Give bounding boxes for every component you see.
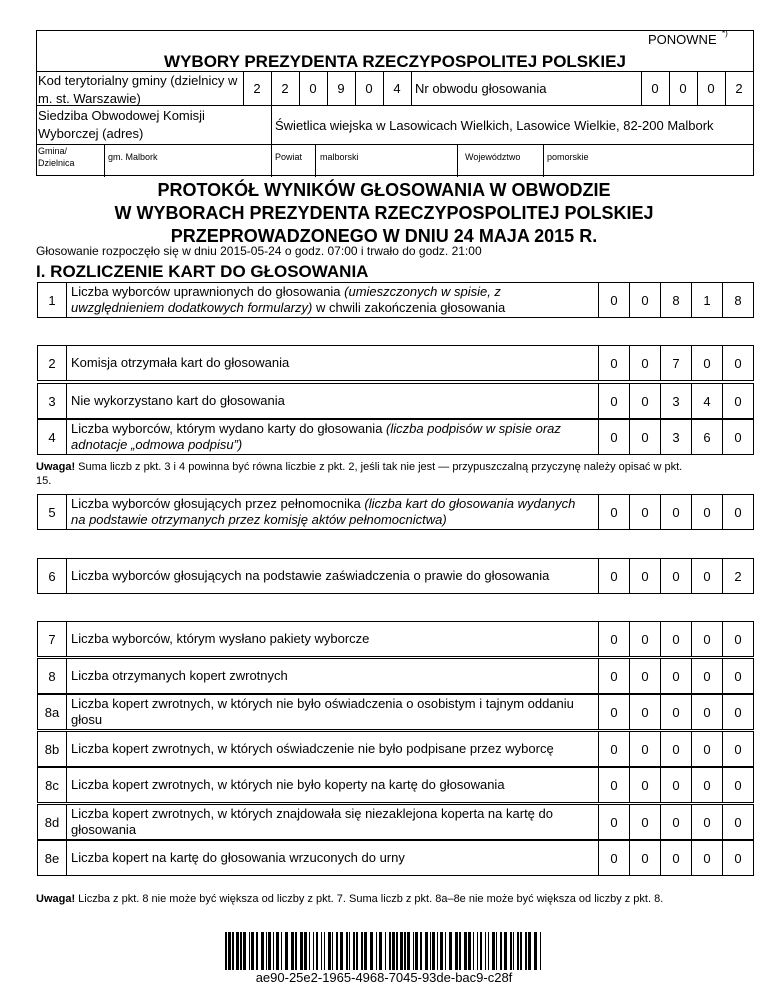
- digit-cell: 0: [629, 768, 660, 802]
- row-label: Liczba wyborców, którym wysłano pakiety wyborcze: [71, 631, 370, 646]
- digit-cell: 0: [598, 805, 629, 839]
- digit-cell: 0: [629, 622, 660, 656]
- gmina-label-line1: Gmina/: [38, 146, 68, 156]
- powiat-label: Powiat: [275, 152, 303, 162]
- kod-digit: 9: [337, 81, 345, 96]
- digit-cell: 0: [691, 841, 722, 875]
- digit-cell: 0: [722, 695, 753, 729]
- kod-digit: 2: [253, 81, 261, 96]
- digit-cell: 0: [722, 841, 753, 875]
- digit-cell: 0: [691, 659, 722, 693]
- digit-cell: 0: [629, 659, 660, 693]
- row-number: 8: [38, 659, 67, 693]
- digit-cell: 0: [629, 420, 660, 454]
- row-number: 2: [38, 346, 67, 380]
- siedziba-label-line1: Siedziba Obwodowej Komisji: [38, 108, 205, 123]
- gmina-label-line2: Dzielnica: [38, 158, 75, 168]
- protocol-title-line1: PROTOKÓŁ WYNIKÓW GŁOSOWANIA W OBWODZIE: [157, 180, 611, 200]
- protocol-title-line3: PRZEPROWADZONEGO W DNIU 24 MAJA 2015 R.: [170, 226, 598, 246]
- digit-cell: 1: [691, 283, 722, 317]
- row-label: Liczba wyborców głosujących na podstawie zaświadczenia o prawie do głosowania: [71, 568, 550, 583]
- row-label: Liczba kopert zwrotnych, w których nie było koperty na kartę do głosowania: [71, 777, 505, 792]
- digit-cell: 0: [722, 346, 753, 380]
- digit-cell: 0: [629, 495, 660, 529]
- row-number: 3: [38, 384, 67, 418]
- barcode-text: ae90-25e2-1965-4968-7045-93de-bac9-c28f: [255, 970, 513, 985]
- nr-obwodu-digit: 0: [651, 81, 659, 96]
- ponowne-footnote-mark: *): [722, 29, 728, 38]
- table-row: [37, 282, 754, 318]
- election-title: WYBORY PREZYDENTA RZECZYPOSPOLITEJ POLSKIEJ: [164, 52, 626, 71]
- row-number: 5: [38, 495, 67, 529]
- kod-label-line1: Kod terytorialny gminy (dzielnicy w: [38, 73, 238, 88]
- digit-cell: 0: [629, 841, 660, 875]
- digit-cell: 0: [660, 559, 691, 593]
- voting-start-line: Głosowanie rozpoczęło się w dniu 2015-05-24 o godz. 07:00 i trwało do godz. 21:00: [36, 244, 482, 258]
- nr-obwodu-digit: 2: [735, 81, 743, 96]
- digit-cell: 0: [629, 732, 660, 766]
- wojewodztwo-label: Województwo: [465, 152, 521, 162]
- digit-cell: 0: [691, 622, 722, 656]
- digit-cell: 0: [629, 283, 660, 317]
- digit-cell: 0: [598, 346, 629, 380]
- wojewodztwo-value: pomorskie: [547, 152, 589, 162]
- row-number: 4: [38, 420, 67, 454]
- digit-cell: 0: [598, 420, 629, 454]
- digit-cell: 0: [598, 283, 629, 317]
- table-row: [37, 694, 754, 730]
- digit-cell: 0: [722, 622, 753, 656]
- digit-cell: 0: [722, 805, 753, 839]
- row-label: Liczba wyborców głosujących przez pełnomocnika (liczba kart do głosowania wydanych na podstawie otrzymanych przez komisję aktów pełnomocnictwa): [71, 496, 576, 527]
- table-row: [37, 345, 754, 381]
- digit-cell: 0: [691, 495, 722, 529]
- digit-cell: 0: [660, 495, 691, 529]
- row-label: Komisja otrzymała kart do głosowania: [71, 355, 290, 370]
- note-sum-check: Uwaga! Suma liczb z pkt. 3 i 4 powinna być równa liczbie z pkt. 2, jeśli tak nie jest — przypuszczalną przyczynę należy opisać w pkt. 15.: [36, 461, 683, 487]
- kod-label-line2: m. st. Warszawie): [38, 91, 141, 106]
- protocol-title-line2: W WYBORACH PREZYDENTA RZECZYPOSPOLITEJ POLSKIEJ: [114, 203, 654, 223]
- table-row: [37, 558, 754, 594]
- row-label: Liczba kopert na kartę do głosowania wrzuconych do urny: [71, 850, 405, 865]
- kod-digit: 0: [365, 81, 373, 96]
- digit-cell: 0: [598, 768, 629, 802]
- table-row: [37, 658, 754, 694]
- row-label: Liczba kopert zwrotnych, w których oświadczenie nie było podpisane przez wyborcę: [71, 741, 554, 756]
- digit-cell: 8: [722, 283, 753, 317]
- row-label: Liczba wyborców, którym wydano karty do głosowania (liczba podpisów w spisie oraz adnotacje „odmowa podpisu”): [71, 421, 561, 452]
- nr-obwodu-digit: 0: [707, 81, 715, 96]
- digit-cell: 0: [660, 732, 691, 766]
- nr-obwodu-label: Nr obwodu głosowania: [415, 81, 547, 96]
- digit-cell: 0: [691, 768, 722, 802]
- digit-cell: 0: [629, 559, 660, 593]
- digit-cell: 0: [722, 420, 753, 454]
- digit-cell: 0: [691, 346, 722, 380]
- barcode-image: [225, 932, 545, 970]
- digit-cell: 6: [691, 420, 722, 454]
- nr-obwodu-digit: 0: [679, 81, 687, 96]
- digit-cell: 2: [722, 559, 753, 593]
- powiat-value: malborski: [320, 152, 359, 162]
- row-number: 8a: [38, 695, 67, 729]
- digit-cell: 0: [691, 732, 722, 766]
- row-number: 1: [38, 283, 67, 317]
- table-row: [37, 383, 754, 419]
- digit-cell: 3: [660, 384, 691, 418]
- table-row: [37, 840, 754, 876]
- digit-cell: 0: [722, 659, 753, 693]
- digit-cell: 0: [629, 346, 660, 380]
- table-row: [37, 731, 754, 767]
- digit-cell: 3: [660, 420, 691, 454]
- digit-cell: 0: [660, 622, 691, 656]
- kod-digit: 4: [393, 81, 401, 96]
- digit-cell: 0: [629, 695, 660, 729]
- digit-cell: 0: [660, 695, 691, 729]
- table-row: [37, 767, 754, 803]
- digit-cell: 0: [598, 695, 629, 729]
- row-number: 8b: [38, 732, 67, 766]
- digit-cell: 0: [598, 659, 629, 693]
- digit-cell: 0: [691, 695, 722, 729]
- table-row: [37, 804, 754, 840]
- digit-cell: 0: [722, 768, 753, 802]
- digit-cell: 0: [598, 384, 629, 418]
- digit-cell: 0: [722, 495, 753, 529]
- row-number: 8e: [38, 841, 67, 875]
- row-label: Nie wykorzystano kart do głosowania: [71, 393, 285, 408]
- table-row: [37, 494, 754, 530]
- row-label: Liczba kopert zwrotnych, w których nie było oświadczenia o osobistym i tajnym oddaniu głosu: [71, 696, 574, 727]
- siedziba-value: Świetlica wiejska w Lasowicach Wielkich, Lasowice Wielkie, 82-200 Malbork: [275, 118, 714, 133]
- kod-digit: 0: [309, 81, 317, 96]
- digit-cell: 0: [629, 805, 660, 839]
- table-row: [37, 621, 754, 657]
- digit-cell: 0: [691, 559, 722, 593]
- digit-cell: 0: [660, 659, 691, 693]
- row-number: 8d: [38, 805, 67, 839]
- digit-cell: 0: [722, 384, 753, 418]
- ponowne-label: PONOWNE: [648, 32, 717, 47]
- digit-cell: 0: [660, 805, 691, 839]
- digit-cell: 8: [660, 283, 691, 317]
- row-number: 8c: [38, 768, 67, 802]
- row-label: Liczba wyborców uprawnionych do głosowania (umieszczonych w spisie, z uwzględnieniem dodatkowych formularzy) w chwili zakończenia głosowania: [71, 284, 506, 315]
- digit-cell: 0: [598, 495, 629, 529]
- digit-cell: 0: [691, 805, 722, 839]
- kod-digit: 2: [281, 81, 289, 96]
- digit-cell: 0: [722, 732, 753, 766]
- gmina-value: gm. Malbork: [108, 152, 158, 162]
- digit-cell: 0: [660, 841, 691, 875]
- row-number: 6: [38, 559, 67, 593]
- barcode-bar: [541, 932, 543, 970]
- digit-cell: 0: [598, 622, 629, 656]
- row-label: Liczba kopert zwrotnych, w których znajdowała się niezaklejona koperta na kartę do głosowania: [71, 806, 553, 837]
- section-title: I. ROZLICZENIE KART DO GŁOSOWANIA: [36, 262, 369, 281]
- digit-cell: 4: [691, 384, 722, 418]
- digit-cell: 0: [598, 559, 629, 593]
- digit-cell: 0: [660, 768, 691, 802]
- siedziba-label-line2: Wyborczej (adres): [38, 126, 144, 141]
- digit-cell: 0: [629, 384, 660, 418]
- digit-cell: 0: [598, 732, 629, 766]
- digit-cell: 7: [660, 346, 691, 380]
- row-label: Liczba otrzymanych kopert zwrotnych: [71, 668, 288, 683]
- digit-cell: 0: [598, 841, 629, 875]
- table-row: [37, 419, 754, 455]
- note-envelopes-check: Uwaga! Liczba z pkt. 8 nie może być większa od liczby z pkt. 7. Suma liczb z pkt. 8a–8e nie może być większa od liczby z pkt. 8.: [36, 893, 664, 905]
- row-number: 7: [38, 622, 67, 656]
